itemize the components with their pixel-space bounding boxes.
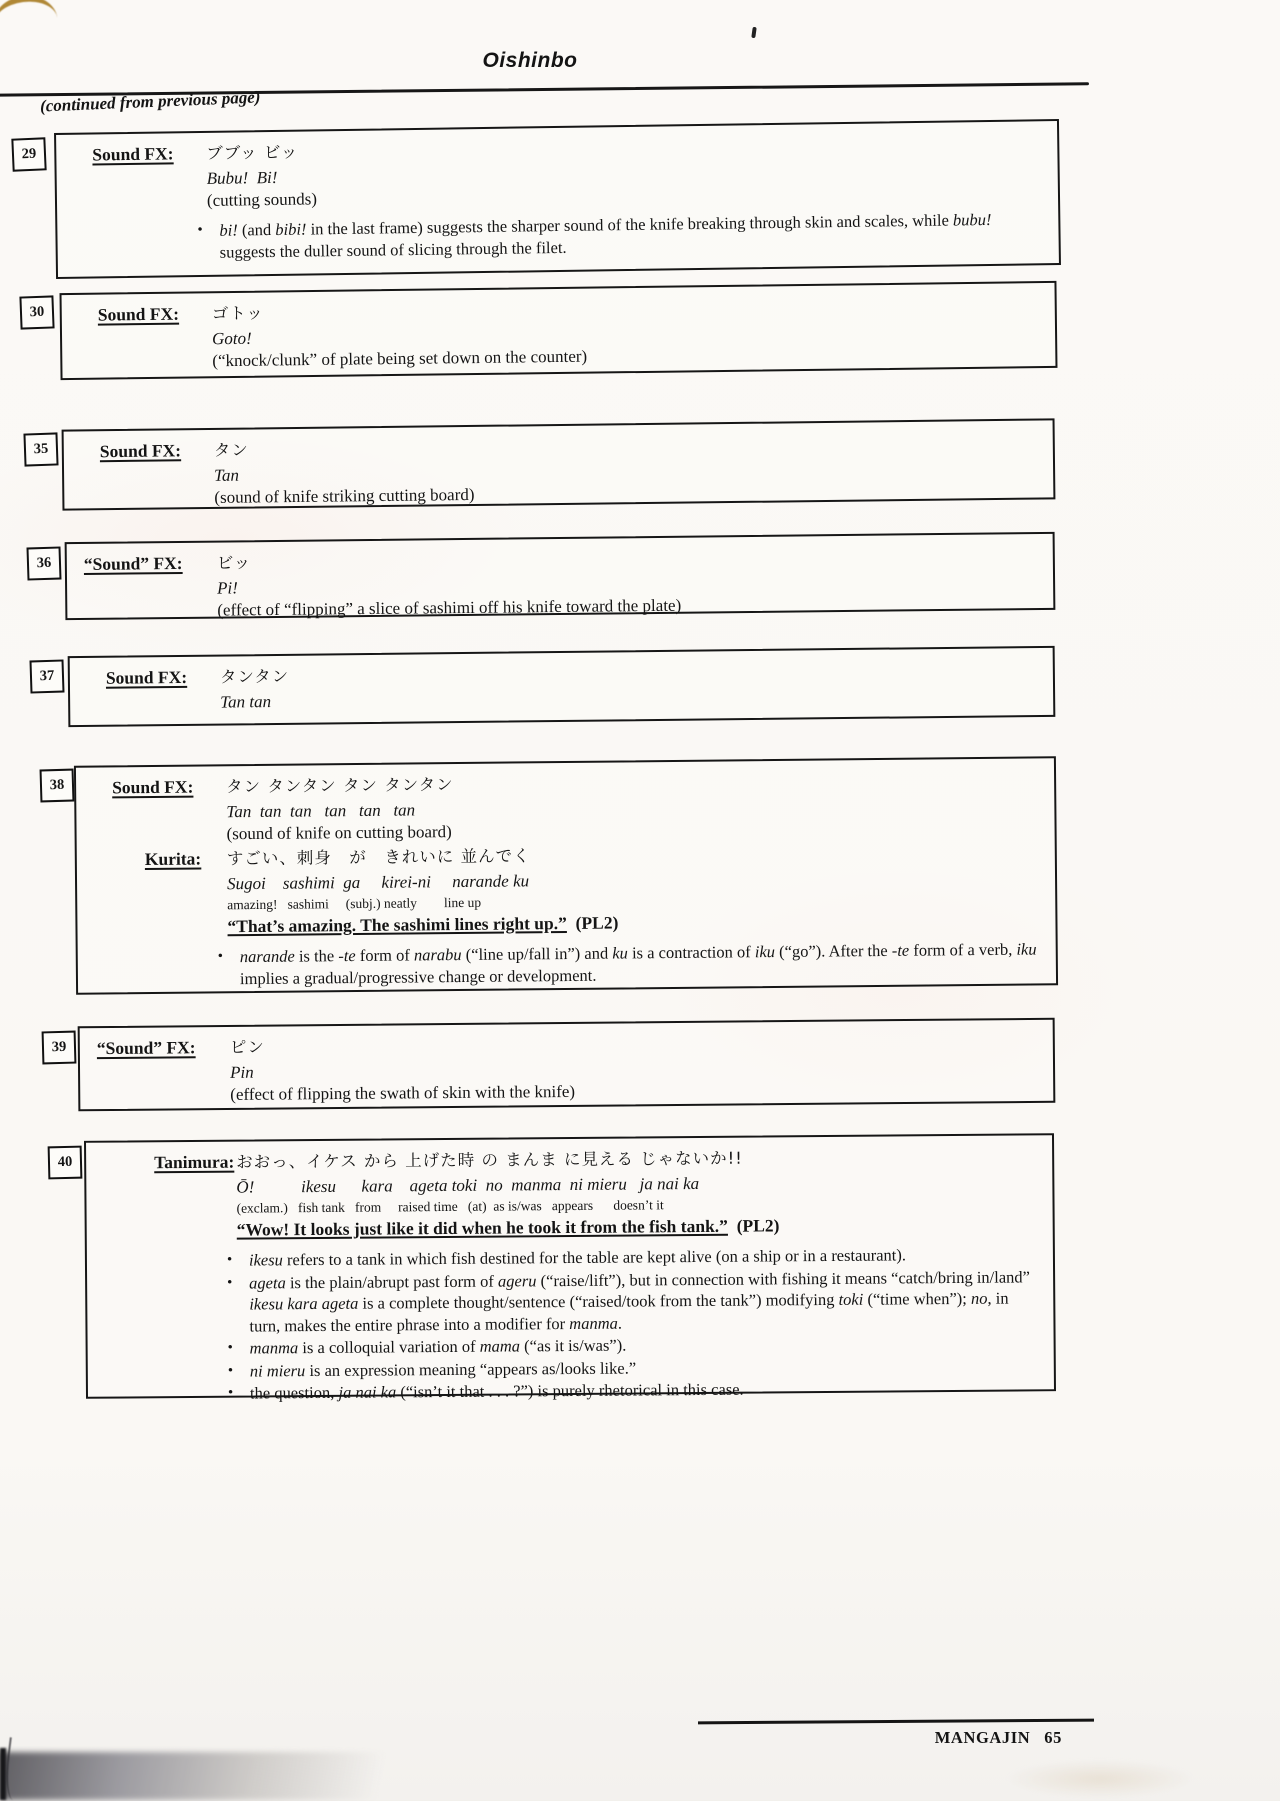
text-segment: (“line up/fall in”) and [461,943,613,965]
scan-smudge [1000,1758,1250,1800]
bullet-dot-icon: • [227,1274,233,1291]
page-title: Oishinbo [482,49,578,72]
text-segment: タン [213,440,249,460]
text-segment: is the [294,946,339,966]
text-segment: ikesu kara ageta [249,1293,359,1314]
text-segment: Tan tan [220,692,272,712]
page-number: 65 [1044,1728,1062,1747]
text-segment: すごい、刺身 が きれいに 並んでく [226,846,531,869]
fx-label: Sound FX: [92,143,174,165]
text-segment: (“as it is/was”). [519,1335,627,1356]
text-segment: mama [479,1336,521,1356]
text-segment: manma [249,1338,299,1358]
text-segment: (exclam.) fish tank from raised time (at) as is/was appears doesn’t it [236,1197,664,1216]
fx-label: Sound FX: [99,440,182,462]
text-segment: (effect of flipping the swath of skin with the knife) [230,1081,576,1104]
text-segment: iku [1016,939,1037,959]
text-segment: narabu [413,945,462,965]
entry-row [67,541,1042,623]
entry-content [230,1027,1042,1106]
scan-speck [751,27,756,38]
entry-content [212,290,1044,372]
note-bullet [78,938,1044,990]
text-segment: narande [239,946,295,967]
entry-row [86,1142,1041,1242]
speaker-label: Kurita: [144,848,202,870]
entry-row [80,1027,1042,1107]
text-segment: (effect of “flipping” a slice of sashimi off his knife toward the plate) [217,595,682,620]
entry-box-40 [84,1133,1056,1403]
text-segment: bubu! [952,209,992,230]
fx-label: “Sound” FX: [96,1037,196,1059]
text-segment: Pin [229,1062,254,1082]
entry-content [217,541,1042,622]
bullet-dot-icon: • [197,221,203,239]
note-text [219,208,1047,263]
text-segment: (sound of knife on cutting board) [226,822,452,844]
entry-box-29 [54,119,1061,279]
text-segment: ja nai ka [338,1382,397,1402]
text-segment: Bubu! Bi! [206,167,278,188]
text-segment: “Wow! It looks just like it did when he took it from the fish tank.” [236,1215,728,1240]
text-segment: (PL2) [727,1215,780,1236]
entry-box-36 [65,532,1056,620]
entry-row [64,428,1042,511]
text-segment: Ō! ikesu kara ageta toki no manma ni mieru ja nai ka [236,1173,700,1197]
text-segment: (“raise/lift”), but in connection with fishing it means “catch/bring in/land” [536,1266,1030,1290]
fx-label: Sound FX: [105,666,188,688]
note-text [249,1266,1041,1337]
text-segment: Tan [213,465,240,485]
text-segment: (“knock/clunk” of plate being set down on the counter) [212,346,588,371]
bullet-dot-icon: • [227,1362,234,1379]
panel-number-badge: 39 [42,1031,77,1065]
text-segment: , in turn, makes the entire phrase into a modifier for [249,1288,1009,1336]
text-segment: (“time when”); [863,1288,972,1309]
text-segment: タン タンタン タン タンタン [226,775,454,797]
footer [800,1728,1062,1748]
speaker-label: Tanimura: [154,1151,235,1173]
text-segment: ku [612,943,628,963]
notes-list [87,1243,1042,1405]
panel-number-badge: 35 [23,432,58,466]
text-segment: -te [891,940,910,960]
text-segment: “That’s amazing. The sashimi lines right up.” [227,912,567,937]
entry-row [76,765,1043,846]
text-segment: implies a gradual/progressive change or development. [239,965,597,988]
text-segment: Sugoi sashimi ga kirei-ni narande ku [226,871,530,894]
text-segment: Tan tan tan tan tan tan [226,800,416,822]
scan-corner-mark [0,0,57,26]
text-segment: amazing! sashimi (subj.) neatly line up [227,894,482,913]
text-segment: toki [838,1289,864,1309]
text-segment: is a colloquial variation of [298,1336,480,1358]
text-segment: is a complete thought/sentence (“raised/took from the tank”) modifying [358,1289,839,1313]
text-segment: bibi! [275,219,307,239]
bullet-dot-icon: • [226,1251,233,1268]
text-segment: is the plain/abrupt past form of [285,1271,499,1292]
text-segment: form of [355,945,415,966]
scan-edge [0,1748,6,1800]
panel-number-badge: 30 [19,295,54,329]
entry-box-30 [60,281,1058,380]
entry-content [226,765,1043,845]
notes-list [78,938,1044,990]
text-segment: (“go”). After the [774,940,892,961]
text-segment: Pi! [217,578,238,598]
entry-content [236,1142,1041,1241]
entry-content [227,837,1044,938]
fx-label: “Sound” FX: [83,552,183,574]
note-text [240,938,1044,989]
entry-content [220,655,1041,714]
text-segment: Goto! [211,328,252,349]
text-segment: (cutting sounds) [206,189,318,210]
text-segment: ブブッ ビッ [206,142,299,163]
text-segment: ピン [229,1037,265,1057]
bullet-dot-icon: • [227,1339,233,1356]
fx-label: Sound FX: [112,776,194,798]
text-segment: is an expression meaning “appears as/looks like.” [305,1357,637,1380]
notes-list [57,208,1047,265]
bullet-dot-icon: • [227,1384,234,1401]
entry-box-39 [78,1018,1056,1112]
text-segment: manma [569,1313,618,1333]
footer-rule [698,1719,1094,1725]
text-segment: おおっ、イケス から 上げた時 の まんま に見える じゃないか!! [236,1148,743,1172]
note-bullet [57,208,1047,265]
text-segment: ゴトッ [211,303,264,324]
text-segment: the question, [249,1382,339,1403]
continued-note: (continued from previous page) [39,87,261,116]
entry-box-37 [68,646,1056,727]
entry-content [206,128,1046,212]
text-segment: ageta [249,1272,286,1293]
text-segment: suggests the duller sound of slicing through the filet. [219,237,567,262]
text-segment: bi! [219,220,238,240]
magazine-name: MANGAJIN [934,1728,1031,1747]
entry-box-35 [62,418,1056,510]
scan-shadow [0,1752,430,1800]
panel-number-badge: 40 [48,1146,83,1180]
panel-number-badge: 29 [11,137,46,171]
text-segment: no [970,1288,988,1308]
panel-number-badge: 37 [29,659,64,693]
panel-number-badge: 38 [40,769,75,803]
text-segment: ageru [497,1270,537,1291]
text-segment: in the last frame) suggests the sharper sound of the knife breaking through skin and scales, while [306,210,954,239]
fx-label: Sound FX: [97,303,180,325]
text-segment: タンタン [219,666,290,687]
entry-row [62,290,1044,374]
entry-content [214,428,1042,509]
trans-line [237,1211,1041,1241]
text-segment: ikesu [248,1250,283,1270]
text-segment: -te [338,946,356,966]
text-segment: form of a verb, [909,939,1017,960]
text-segment: (and [237,219,276,240]
entry-row [56,128,1046,214]
text-segment: iku [754,941,776,962]
text-segment: (sound of knife striking cutting board) [214,484,475,507]
entry-row [77,837,1044,939]
panel-number-badge: 36 [26,546,61,580]
text-segment: (PL2) [566,912,619,933]
text-segment: ni mieru [249,1360,306,1381]
entry-row [70,655,1041,715]
text-segment: refers to a tank in which fish destined for the table are kept alive (on a ship or in a restaurant). [282,1245,907,1270]
entry-box-38 [74,756,1058,994]
text-segment: (“isn’t it that . . . ?”) is purely rhetorical in this case. [396,1379,744,1402]
text-segment: is a contraction of [627,942,755,963]
note-bullet [87,1266,1041,1338]
bullet-dot-icon: • [217,948,224,965]
text-segment: ビッ [216,553,252,573]
text-segment: . [617,1313,623,1333]
